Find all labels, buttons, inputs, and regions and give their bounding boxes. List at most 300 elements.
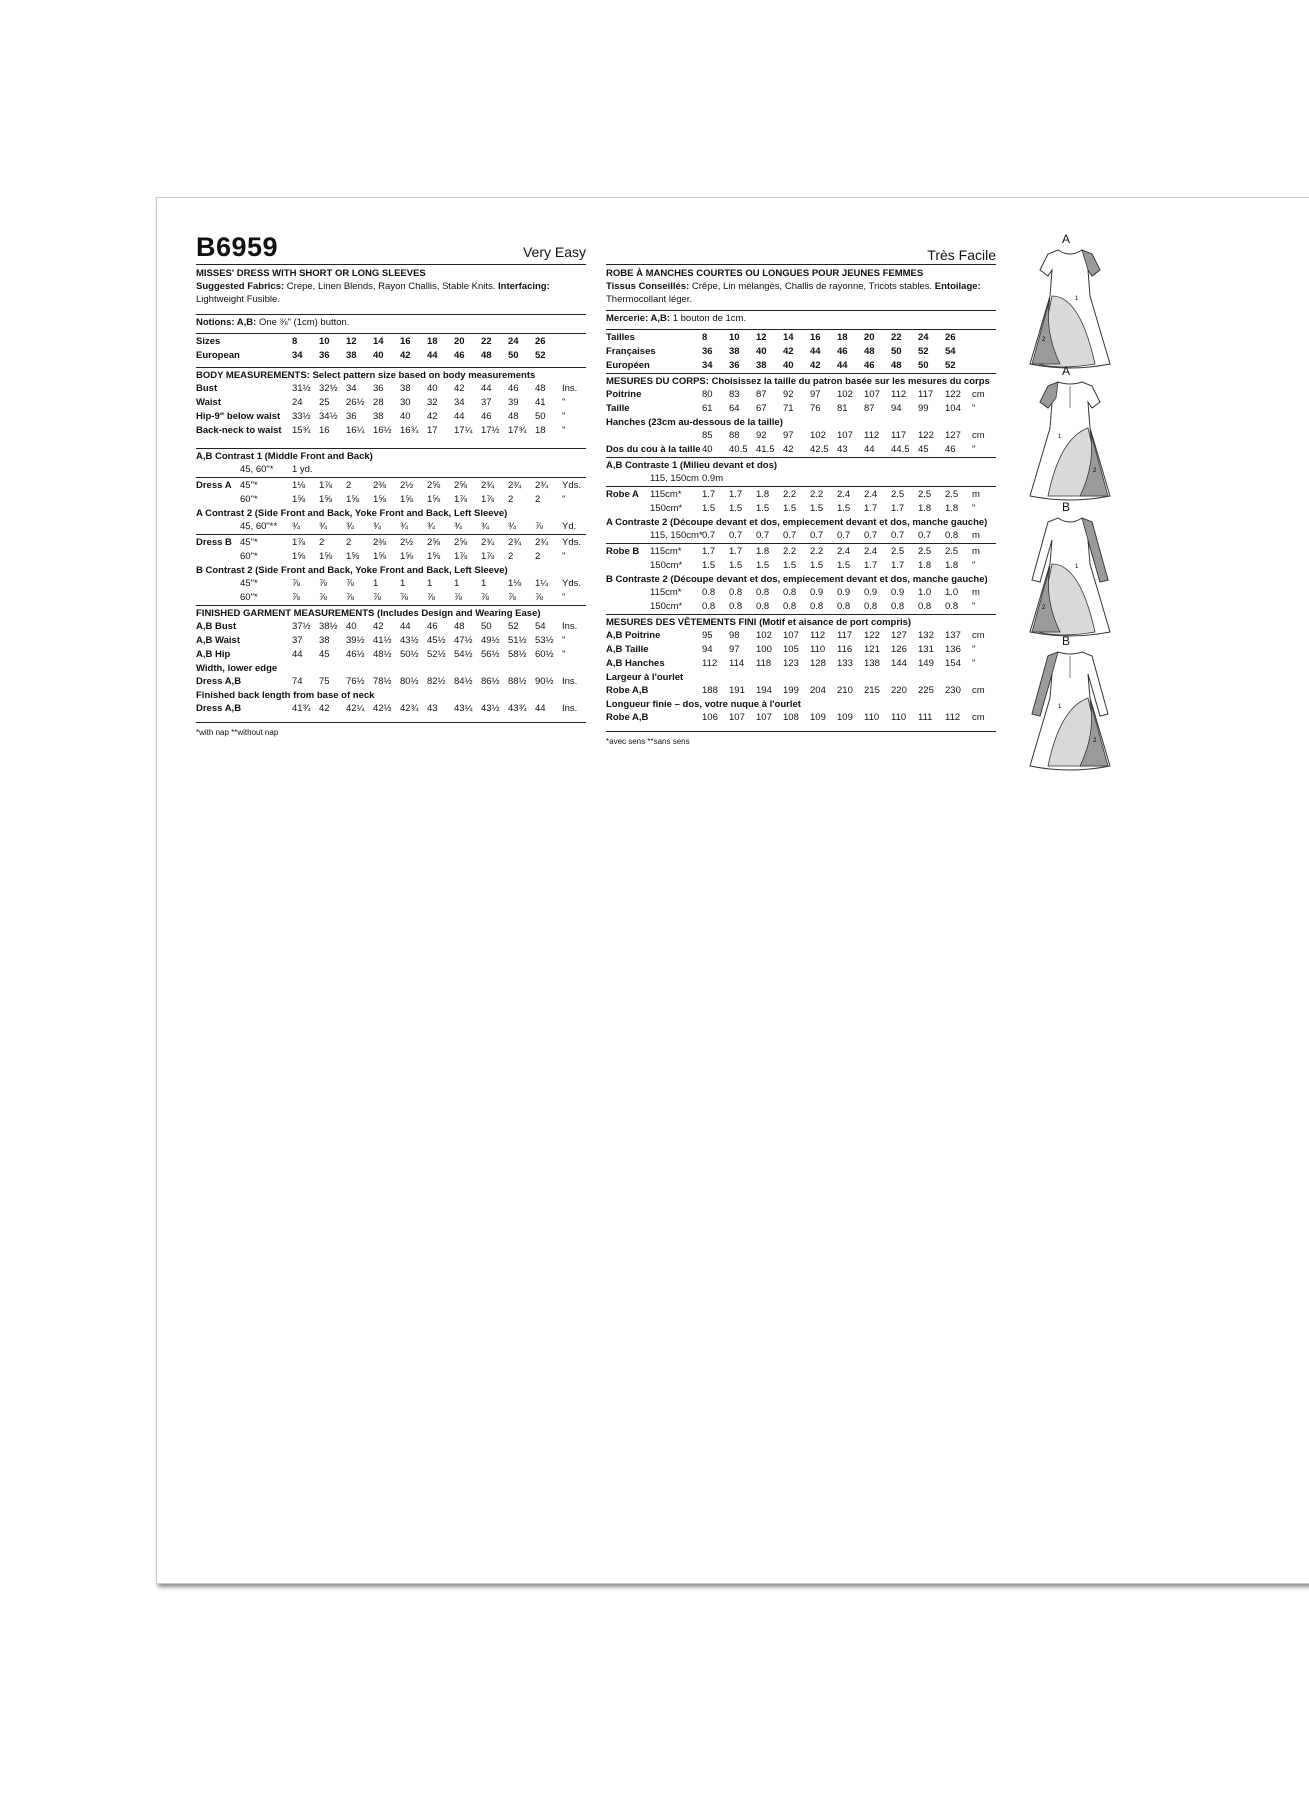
notions-label-fr: Mercerie: A,B: [606, 313, 671, 324]
table-cell: 60"* [240, 494, 258, 505]
table-cell: 47½ [454, 635, 473, 646]
table-cell: 42.5 [810, 444, 829, 455]
table-cell: 40 [783, 360, 794, 371]
finished-measurements-table-fr [606, 629, 997, 671]
table-cell: 45 [319, 649, 330, 660]
table-cell: 1⅛ [508, 578, 522, 589]
table-cell: 36 [373, 383, 384, 394]
table-row [196, 463, 587, 477]
pattern-title-fr: ROBE À MANCHES COURTES OU LONGUES POUR JEUNES FEMMES [606, 268, 924, 279]
table-cell: 109 [810, 712, 826, 723]
table-cell: " [562, 494, 566, 505]
table-cell: 117 [891, 430, 907, 441]
hip-label-fr: Hanches (23cm au-dessous de la taille) [606, 417, 783, 428]
table-cell: 107 [729, 712, 745, 723]
row-label: Poitrine [606, 389, 642, 400]
table-cell: 40 [400, 411, 411, 422]
table-cell: 98 [729, 630, 740, 641]
table-cell: cm [972, 712, 985, 723]
contrast-1-section-fr [606, 457, 996, 486]
table-row [196, 675, 587, 689]
table-row [606, 684, 997, 698]
dress-a-front-drawing [1020, 236, 1120, 371]
table-cell: 40.5 [729, 444, 748, 455]
table-cell: ¾ [373, 521, 381, 532]
table-cell: 2½ [400, 537, 414, 548]
table-cell: 2.4 [837, 489, 851, 500]
dress-a-back-drawing [1020, 368, 1120, 503]
table-cell: 1.7 [891, 560, 905, 571]
table-cell: 2.4 [864, 546, 878, 557]
table-cell: " [972, 503, 976, 514]
table-cell: 107 [837, 430, 853, 441]
row-label: A,B Bust [196, 621, 237, 632]
interfacing-label: Interfacing: [498, 281, 550, 292]
table-cell: 44 [864, 444, 875, 455]
robe-b-section [606, 543, 996, 614]
table-row [606, 488, 997, 502]
table-cell: ⅞ [319, 578, 327, 589]
sizes-table [196, 335, 587, 363]
table-cell: 28 [373, 397, 384, 408]
table-cell: 50 [481, 621, 492, 632]
table-cell: 44 [427, 350, 438, 361]
table-cell: 44 [535, 703, 546, 714]
table-cell: 83 [729, 389, 740, 400]
row-label: European [196, 350, 240, 361]
table-cell: " [562, 551, 566, 562]
table-cell: 2⅝ [427, 537, 441, 548]
table-cell [319, 463, 346, 477]
table-cell: ⅞ [346, 592, 354, 603]
table-cell: 22 [481, 336, 492, 347]
table-cell: 26 [945, 332, 956, 343]
table-cell: 24 [292, 397, 303, 408]
table-cell: 118 [756, 658, 772, 669]
table-cell: 38 [346, 350, 357, 361]
dress-b-yardage-table [196, 536, 587, 564]
table-cell [972, 359, 997, 373]
table-row [606, 331, 997, 345]
piece-label-1: 1 [1075, 296, 1079, 302]
english-header [196, 232, 586, 265]
back-length-table-fr [606, 711, 997, 725]
table-row [606, 586, 997, 600]
table-cell: 1 yd. [292, 464, 313, 475]
table-cell: 90½ [535, 676, 554, 687]
fabrics-value: Crepe, Linen Blends, Rayon Challis, Stable Knits. [284, 281, 499, 292]
table-cell: 86½ [481, 676, 500, 687]
table-cell: 2⅝ [454, 480, 468, 491]
table-cell: 46 [481, 411, 492, 422]
table-cell: 14 [373, 336, 384, 347]
table-cell: 25 [319, 397, 330, 408]
table-cell: " [562, 635, 566, 646]
row-label: Robe A [606, 489, 639, 500]
table-cell: 80 [702, 389, 713, 400]
table-cell: 0.8 [810, 601, 824, 612]
table-cell: 43¼ [454, 703, 473, 714]
table-cell: 188 [702, 685, 718, 696]
table-cell: 131 [918, 644, 934, 655]
table-cell: 48 [508, 411, 519, 422]
table-cell [481, 463, 508, 477]
table-cell: 1.8 [945, 503, 959, 514]
table-cell: 34½ [319, 411, 338, 422]
row-label [196, 520, 240, 534]
table-cell: 45½ [427, 635, 446, 646]
table-cell: 1.7 [729, 489, 743, 500]
piece-label-2: 2 [1093, 738, 1097, 744]
table-cell: 0.8 [729, 587, 743, 598]
table-row [606, 359, 997, 373]
table-cell: 100 [756, 644, 772, 655]
finished-measurements-section-fr [606, 614, 996, 725]
table-cell: 1.5 [810, 560, 824, 571]
sketch-view-a-back [1020, 364, 1120, 508]
table-cell: ⅞ [400, 592, 408, 603]
table-cell: 16 [400, 336, 411, 347]
row-label: Back-neck to waist [196, 425, 282, 436]
table-cell: 117 [918, 389, 934, 400]
table-cell: 1.7 [864, 560, 878, 571]
table-cell: 115cm* [650, 546, 682, 557]
pattern-code: B6959 [196, 232, 279, 262]
table-cell: 44 [481, 383, 492, 394]
table-cell: 20 [864, 332, 875, 343]
table-cell: 52 [918, 346, 929, 357]
table-cell: 81 [837, 403, 848, 414]
table-cell: " [972, 644, 976, 655]
table-cell [427, 463, 454, 477]
table-cell: m [972, 530, 980, 541]
table-cell: 1.5 [810, 503, 824, 514]
table-cell: 0.9 [810, 587, 824, 598]
row-label [606, 529, 650, 543]
table-cell: 122 [918, 430, 934, 441]
table-cell: 132 [918, 630, 934, 641]
body-measurements-table-fr [606, 388, 997, 416]
table-cell: ⅞ [481, 592, 489, 603]
row-label: Dress A,B [196, 703, 242, 714]
footnote: *with nap **without nap [196, 722, 586, 739]
sketch-view-b-back [1020, 634, 1120, 778]
table-cell: 115, 150cm [650, 473, 699, 484]
table-cell: 38 [400, 383, 411, 394]
table-cell: 1¼ [535, 578, 549, 589]
table-cell: 1⅝ [292, 551, 306, 562]
a-contrast-2-heading: A Contrast 2 (Side Front and Back, Yoke Front and Back, Left Sleeve) [196, 508, 508, 519]
table-cell: m [972, 587, 980, 598]
back-length-table [196, 702, 587, 716]
table-row [606, 429, 997, 443]
interfacing-label-fr: Entoilage: [934, 281, 981, 292]
table-cell: 1.7 [729, 546, 743, 557]
table-cell: 106 [702, 712, 718, 723]
piece-label-1: 1 [1058, 434, 1062, 440]
table-cell: 49½ [481, 635, 500, 646]
table-cell: 1⅝ [346, 551, 360, 562]
table-cell: 46 [864, 360, 875, 371]
table-cell: 31½ [292, 383, 311, 394]
table-cell: 112 [702, 658, 718, 669]
table-row [606, 629, 997, 643]
table-cell: 38 [373, 411, 384, 422]
contrast-1-heading-fr: A,B Contraste 1 (Milieu devant et dos) [606, 460, 778, 471]
table-cell: Ins. [562, 676, 578, 687]
table-cell: 0.8 [756, 587, 770, 598]
table-cell [783, 472, 810, 486]
table-cell: 1⅝ [373, 551, 387, 562]
table-cell: 40 [702, 444, 713, 455]
table-cell: " [562, 592, 566, 603]
table-cell: 75 [319, 676, 330, 687]
dress-b-back-drawing [1020, 638, 1120, 773]
table-cell: ⅞ [508, 592, 516, 603]
body-measurements-heading-fr: MESURES DU CORPS: Choisissez la taille du patron basée sur les mesures du corps [606, 376, 990, 387]
table-cell: 115, 150cm* [650, 530, 703, 541]
table-cell: 1.0 [945, 587, 959, 598]
table-cell: 54 [945, 346, 956, 357]
table-cell: 34 [702, 360, 713, 371]
table-row [196, 536, 587, 550]
table-cell: " [972, 601, 976, 612]
table-cell: 38 [729, 346, 740, 357]
table-cell: 0.9 [864, 587, 878, 598]
table-cell: 2⅜ [373, 480, 387, 491]
table-cell: 2¾ [535, 480, 549, 491]
table-cell: 16½ [373, 425, 392, 436]
table-cell: 16 [810, 332, 821, 343]
table-cell: 150cm* [650, 503, 683, 514]
table-cell: 78½ [373, 676, 392, 687]
table-cell: 1 [400, 578, 406, 589]
table-cell: 150cm* [650, 560, 683, 571]
table-cell: 0.8 [702, 601, 716, 612]
b-contrast-2-heading-fr: B Contraste 2 (Découpe devant et dos, empiecement devant et dos, manche gauche) [606, 574, 988, 585]
table-cell: 87 [756, 389, 767, 400]
table-cell: 1.5 [756, 560, 770, 571]
table-cell: 99 [918, 403, 929, 414]
table-cell: 154 [945, 658, 961, 669]
interfacing-value-fr: Thermocollant léger. [606, 294, 693, 305]
table-cell: 50 [891, 346, 902, 357]
table-cell: 45 [918, 444, 929, 455]
table-cell: 0.8 [945, 601, 959, 612]
body-measurements-section [196, 367, 586, 438]
table-cell [346, 463, 373, 477]
table-row [606, 657, 997, 671]
table-cell: " [972, 658, 976, 669]
table-cell [454, 463, 481, 477]
table-cell: Ins. [562, 383, 578, 394]
table-cell: 2 [319, 537, 325, 548]
table-cell: 44 [292, 649, 303, 660]
pattern-title: MISSES' DRESS WITH SHORT OR LONG SLEEVES [196, 268, 426, 279]
table-cell: ⅞ [319, 592, 327, 603]
table-cell: 105 [783, 644, 799, 655]
table-cell: 44.5 [891, 444, 910, 455]
table-row [606, 559, 997, 573]
french-column [606, 236, 996, 748]
table-cell: m [972, 546, 980, 557]
table-cell: 108 [783, 712, 799, 723]
table-cell: 110 [891, 712, 907, 723]
table-cell: 1 [373, 578, 379, 589]
row-label: Taille [606, 403, 630, 414]
table-cell: 1⅝ [319, 494, 333, 505]
row-label: Sizes [196, 336, 221, 347]
table-cell: 136 [945, 644, 961, 655]
table-cell: 230 [945, 685, 961, 696]
contrast-1-section [196, 448, 586, 477]
table-cell: 107 [783, 630, 799, 641]
table-cell: ⅞ [292, 578, 300, 589]
table-cell: ⅞ [292, 592, 300, 603]
table-cell: 1.0 [918, 587, 932, 598]
table-row [606, 388, 997, 402]
table-cell: 61 [702, 403, 713, 414]
table-cell: 0.9m [702, 473, 724, 484]
table-cell: 43 [427, 703, 438, 714]
table-cell [810, 472, 837, 486]
table-cell [729, 472, 756, 486]
row-label: Bust [196, 383, 218, 394]
table-cell: 2 [508, 551, 514, 562]
table-cell: 110 [864, 712, 880, 723]
view-letter: A [1062, 232, 1071, 246]
table-row [606, 502, 997, 516]
table-cell: 37 [481, 397, 492, 408]
table-cell: 0.7 [702, 530, 716, 541]
table-cell: 40 [756, 346, 767, 357]
table-cell: 84½ [454, 676, 473, 687]
table-cell [837, 472, 864, 486]
table-cell: 76½ [346, 676, 365, 687]
table-cell: 1.5 [729, 560, 743, 571]
row-label: Françaises [606, 346, 656, 357]
piece-label-1: 1 [1058, 704, 1062, 710]
table-cell: 41¾ [292, 703, 311, 714]
table-cell: 2 [346, 537, 352, 548]
sizes-section-fr [606, 329, 996, 373]
table-cell: 43½ [400, 635, 419, 646]
table-cell: cm [972, 685, 985, 696]
table-cell: 48½ [373, 649, 392, 660]
table-cell: 37½ [292, 621, 311, 632]
table-row [196, 335, 587, 349]
table-cell: 1 [427, 578, 433, 589]
dress-b-front-drawing [1020, 504, 1120, 639]
table-cell [535, 463, 562, 477]
table-row [196, 591, 587, 605]
table-cell: ¾ [427, 521, 435, 532]
table-cell: 16¼ [346, 425, 365, 436]
table-cell: ¾ [400, 521, 408, 532]
table-cell: 60"* [240, 551, 258, 562]
table-cell: 22 [891, 332, 902, 343]
table-cell: 2⅝ [427, 480, 441, 491]
table-row [196, 634, 587, 648]
table-cell: 16¾ [400, 425, 419, 436]
table-cell: " [972, 444, 976, 455]
table-cell: 1⅝ [346, 494, 360, 505]
table-cell: Yds. [562, 537, 582, 548]
table-cell [891, 472, 918, 486]
table-cell: 44 [837, 360, 848, 371]
table-cell: 2¾ [508, 480, 522, 491]
table-cell: 36 [319, 350, 330, 361]
table-cell: 52½ [427, 649, 446, 660]
table-cell: 1.8 [918, 503, 932, 514]
table-row [606, 711, 997, 725]
table-cell: 67 [756, 403, 767, 414]
difficulty-level: Very Easy [522, 244, 586, 260]
notions [196, 314, 586, 329]
table-cell: 94 [702, 644, 713, 655]
table-cell [373, 463, 400, 477]
table-cell: 40 [346, 621, 357, 632]
contrast-1-heading: A,B Contrast 1 (Middle Front and Back) [196, 451, 373, 462]
table-cell [972, 331, 997, 345]
table-cell: 45"* [240, 480, 258, 491]
table-cell: 111 [918, 712, 933, 723]
width-lower-edge-label-fr: Largeur à l'ourlet [606, 672, 684, 683]
table-cell: 1⅞ [292, 537, 306, 548]
table-cell: 0.8 [756, 601, 770, 612]
table-cell: 138 [864, 658, 880, 669]
table-cell: 74 [292, 676, 303, 687]
table-cell: 112 [864, 430, 880, 441]
table-row [606, 545, 997, 559]
table-cell: 32½ [319, 383, 338, 394]
table-cell: 15¾ [292, 425, 311, 436]
table-cell: 2¾ [481, 537, 495, 548]
a-contrast-2-table [196, 520, 587, 534]
table-cell: 71 [783, 403, 794, 414]
table-cell: 110 [810, 644, 826, 655]
table-cell [562, 463, 587, 477]
table-cell: 1 [454, 578, 460, 589]
table-row [196, 550, 587, 564]
row-label: A,B Waist [196, 635, 240, 646]
hip-table-fr [606, 429, 997, 457]
row-label [196, 577, 240, 591]
table-cell: 37 [292, 635, 303, 646]
table-cell: 46 [837, 346, 848, 357]
view-letter: B [1062, 634, 1071, 648]
row-label: Hip-9" below waist [196, 411, 281, 422]
table-cell: 46½ [346, 649, 365, 660]
table-cell: 144 [891, 658, 907, 669]
table-cell: 50½ [400, 649, 419, 660]
table-cell: Ins. [562, 621, 578, 632]
table-cell: 191 [729, 685, 745, 696]
table-cell: 20 [454, 336, 465, 347]
table-cell: 1.5 [837, 503, 851, 514]
table-cell: 0.7 [810, 530, 824, 541]
table-cell: 1⅞ [481, 494, 495, 505]
english-column [196, 232, 586, 739]
table-cell: 8 [702, 332, 708, 343]
table-cell: 102 [837, 389, 853, 400]
table-cell: 97 [729, 644, 740, 655]
row-label: Robe A,B [606, 712, 649, 723]
table-cell: 97 [810, 389, 821, 400]
robe-a-section [606, 486, 996, 543]
table-cell: Ins. [562, 703, 578, 714]
row-label: Dress A [196, 480, 232, 491]
